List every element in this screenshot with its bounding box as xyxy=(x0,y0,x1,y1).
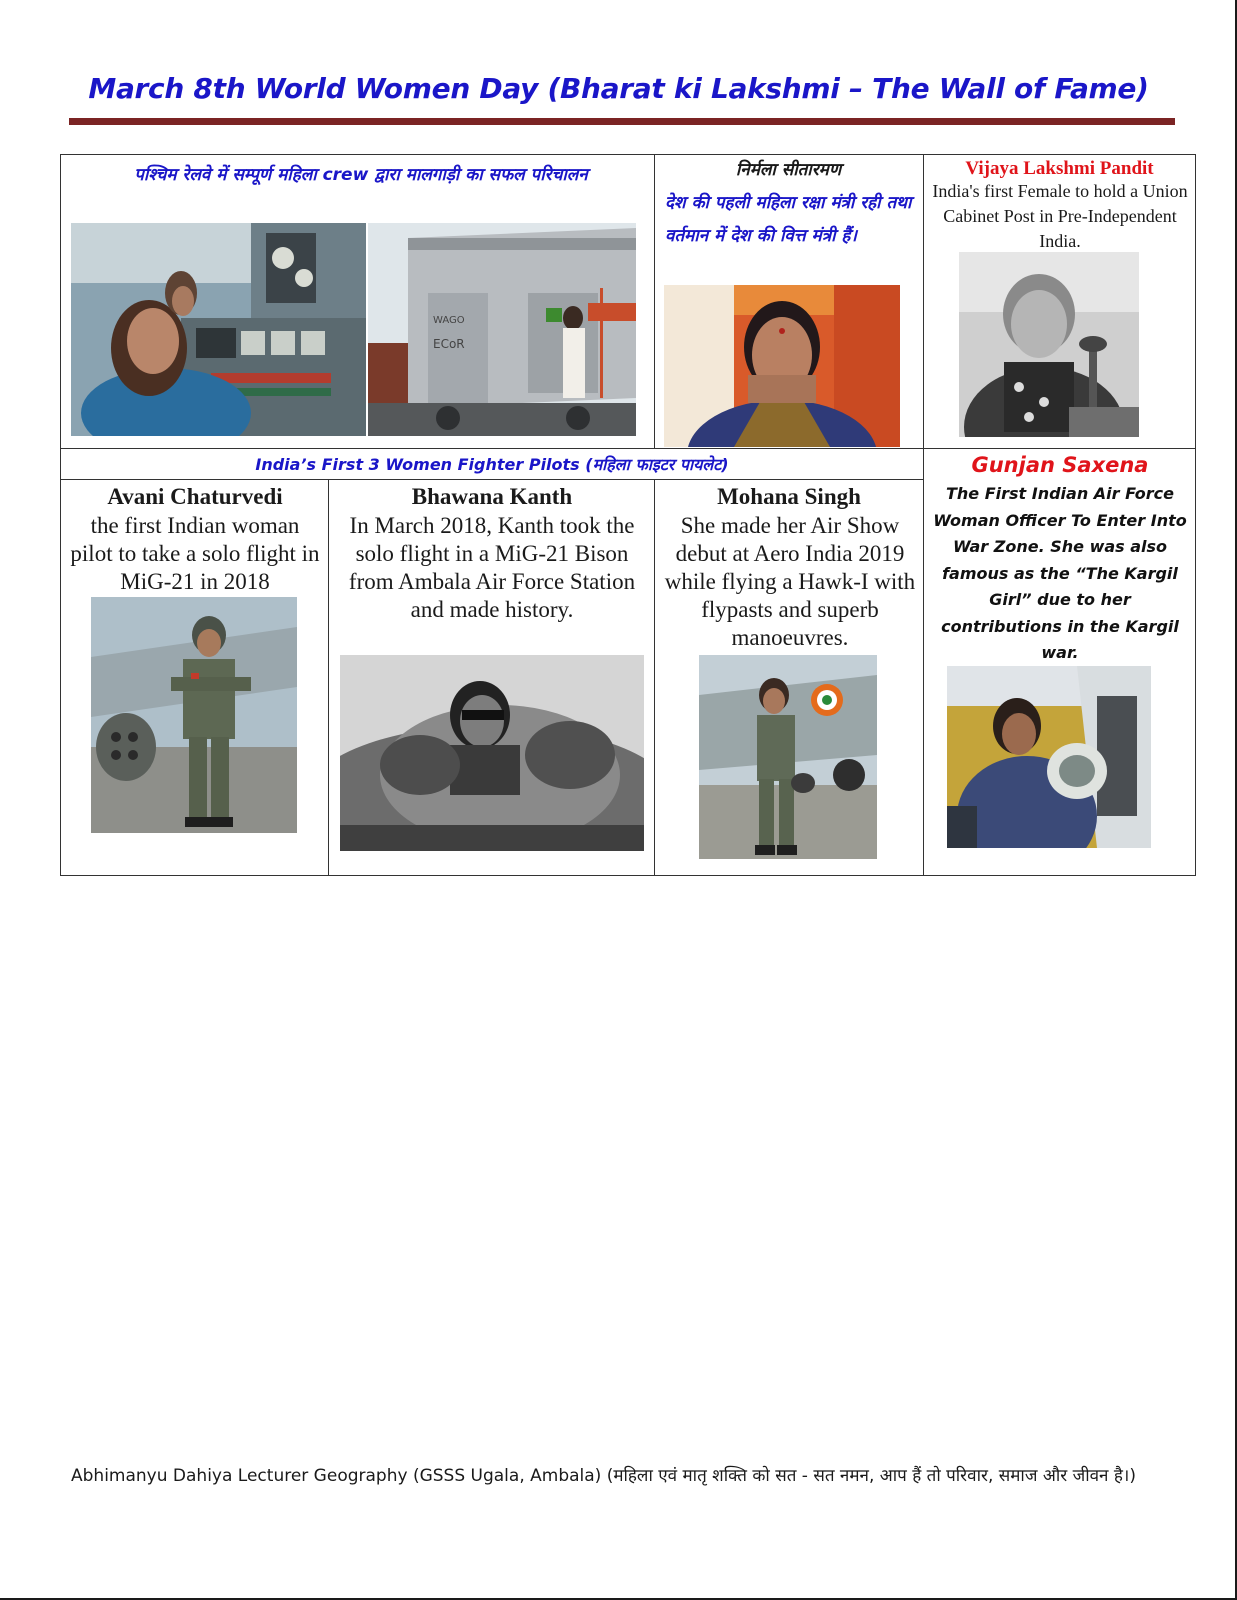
locomotive-cab-photo xyxy=(71,223,366,436)
vijaya-desc: India's first Female to hold a Union Cabinet Post in Pre-Independent India. xyxy=(932,181,1188,251)
wagon-label-wago: WAGO xyxy=(433,315,465,326)
divider xyxy=(923,155,924,875)
wall-of-fame-grid xyxy=(60,154,1196,876)
bhawana-desc: In March 2018, Kanth took the solo flight in a MiG-21 Bison from Ambala Air Force Station and made history. xyxy=(348,513,636,622)
gunjan-photo xyxy=(947,666,1151,848)
bhawana-name: Bhawana Kanth xyxy=(411,484,573,509)
bhawana-photo xyxy=(340,655,644,851)
nirmala-name: निर्मला सीतारमण xyxy=(735,160,842,180)
wagon-label-ecor: ECoR xyxy=(433,337,465,351)
vijaya-photo xyxy=(959,252,1139,437)
title-underline xyxy=(69,118,1175,125)
railway-caption: पश्चिम रेलवे में सम्पूर्ण महिला crew द्वारा मालगाड़ी का सफल परिचालन xyxy=(134,165,588,185)
avani-name: Avani Chaturvedi xyxy=(107,484,283,509)
page-title: March 8th World Women Day (Bharat ki Lakshmi – The Wall of Fame) xyxy=(88,72,1149,105)
avani-photo xyxy=(91,597,297,833)
goods-wagon-photo xyxy=(368,223,636,436)
divider xyxy=(654,155,655,448)
pilots-header: India’s First 3 Women Fighter Pilots (महिला फाइटर पायलेट) xyxy=(255,455,729,474)
vijaya-name: Vijaya Lakshmi Pandit xyxy=(965,158,1154,179)
divider xyxy=(61,479,923,480)
gunjan-desc: The First Indian Air Force Woman Officer To Enter Into War Zone. She was also famous as the “The Kargil Girl” due to her contributions in the Kargil war. xyxy=(933,484,1187,662)
avani-desc: the first Indian woman pilot to take a solo flight in MiG-21 in 2018 xyxy=(70,513,320,594)
gunjan-name: Gunjan Saxena xyxy=(971,453,1149,477)
divider xyxy=(61,448,1195,449)
divider xyxy=(328,479,329,875)
nirmala-desc: देश की पहली महिला रक्षा मंत्री रही तथा वर्तमान में देश की वित्त मंत्री हैं। xyxy=(665,193,912,246)
mohana-photo xyxy=(699,655,877,859)
divider xyxy=(654,479,655,875)
mohana-name: Mohana Singh xyxy=(717,484,861,509)
mohana-desc: She made her Air Show debut at Aero India 2019 while flying a Hawk-I with flypasts and superb manoeuvres. xyxy=(664,513,916,650)
footer-credit: Abhimanyu Dahiya Lecturer Geography (GSSS Ugala, Ambala) (महिला एवं मातृ शक्ति को सत - सत नमन, आप हैं तो परिवार, समाज और जीवन है।) xyxy=(71,1466,1136,1486)
nirmala-photo xyxy=(664,285,900,447)
